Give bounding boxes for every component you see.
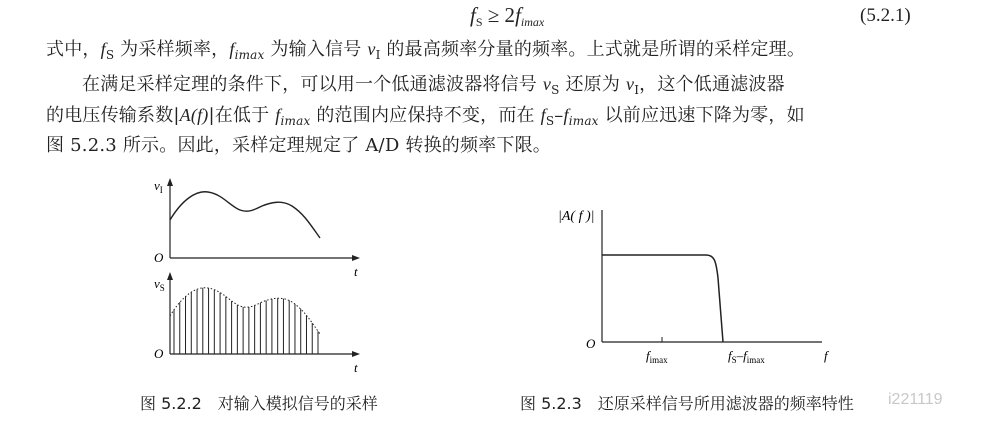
figure-sampling-caption: 图 5.2.2 对输入模拟信号的采样 [140,394,378,413]
symbol-a: A [179,105,191,125]
text-span: |在低于 [208,105,276,126]
text-span: 为输入信号 [264,39,368,60]
top-origin-label: O [154,250,164,265]
sample-lines-group [174,288,318,354]
symbol-f: f [229,39,235,59]
paragraph-1-line [46,33,946,64]
figure-filter-svg [558,182,840,372]
dash: – [554,105,564,126]
equation-row [0,3,986,31]
text-span: 的最高频率分量的频率。上式就是所谓的采样定理。 [380,39,806,60]
equation-rhs: f [515,3,521,27]
symbol-sub: imax [280,114,311,128]
paragraph-2 [46,68,946,161]
symbol-v: v [542,74,552,94]
paragraph-2-line-2 [46,99,946,130]
symbol-sub: S [105,48,115,62]
sampled-envelope-curve [170,288,320,334]
symbol-sub: I [375,48,381,62]
filter-response-curve [602,255,723,342]
watermark: i221119 [888,391,943,408]
symbol-f: f [563,105,569,125]
bottom-x-arrow [352,351,360,357]
filter-origin-label: O [586,336,596,351]
equation-relation: ≥ 2 [482,3,516,27]
equation-lhs-sub: S [475,15,483,29]
symbol-f: f [540,105,546,125]
symbol-sub: I [634,83,640,97]
text-span: 的电压传输系数| [46,105,180,126]
text-span: 为采样频率， [114,39,230,60]
figure-sampling-svg [140,172,380,375]
text-span: ，这个低通滤波器 [639,74,785,95]
symbol-sub: imax [568,114,599,128]
text-span: 在满足采样定理的条件下，可以用一个低通滤波器将信号 [82,74,543,95]
paragraph-2-line-3: 图 5.2.3 所示。因此，采样定理规定了 A/D 转换的频率下限。 [46,135,551,156]
symbol-sub: imax [234,48,265,62]
symbol-sub: S [545,114,555,128]
bottom-y-label: $v_S$ [154,276,165,293]
tick-fimax-label: $f_{imax}$ [646,348,668,365]
symbol-sub: S [551,83,560,97]
text-span: 以前应迅速下降为零，如 [598,105,805,126]
figure-filter-response [558,182,840,372]
top-y-label: $v_I$ [154,178,163,195]
symbol-v: v [626,74,635,94]
bottom-x-label: t [354,360,358,375]
text-span: 还原为 [559,74,626,95]
bottom-origin-label: O [154,346,164,361]
text-span: 式中， [46,39,101,60]
figure-filter-caption: 图 5.2.3 还原采样信号所用滤波器的频率特性 [520,394,854,413]
tick-fs-minus-fimax-label: $f_S-f_{imax}$ [728,348,765,365]
top-x-arrow [352,255,360,261]
filter-x-label: f [824,348,828,363]
figure-sampling [140,172,380,375]
equation [470,3,544,30]
top-y-arrow [167,178,173,186]
symbol-f: f [100,39,106,59]
equation-lhs: f [470,3,476,27]
symbol-v: v [367,39,376,59]
equation-rhs-sub: imax [520,15,545,29]
symbol-f: f [275,105,281,125]
symbol-paren: (f) [190,105,209,125]
paragraph-1 [46,33,946,64]
paragraph-2-line-1 [46,68,946,99]
filter-y-label: |A( f )| [558,209,595,224]
text-span: 的范围内应保持不变，而在 [310,105,541,126]
top-x-label: t [354,264,358,279]
analog-signal-curve [170,192,320,238]
equation-number: (5.2.1) [860,5,911,26]
bottom-y-arrow [167,272,173,280]
